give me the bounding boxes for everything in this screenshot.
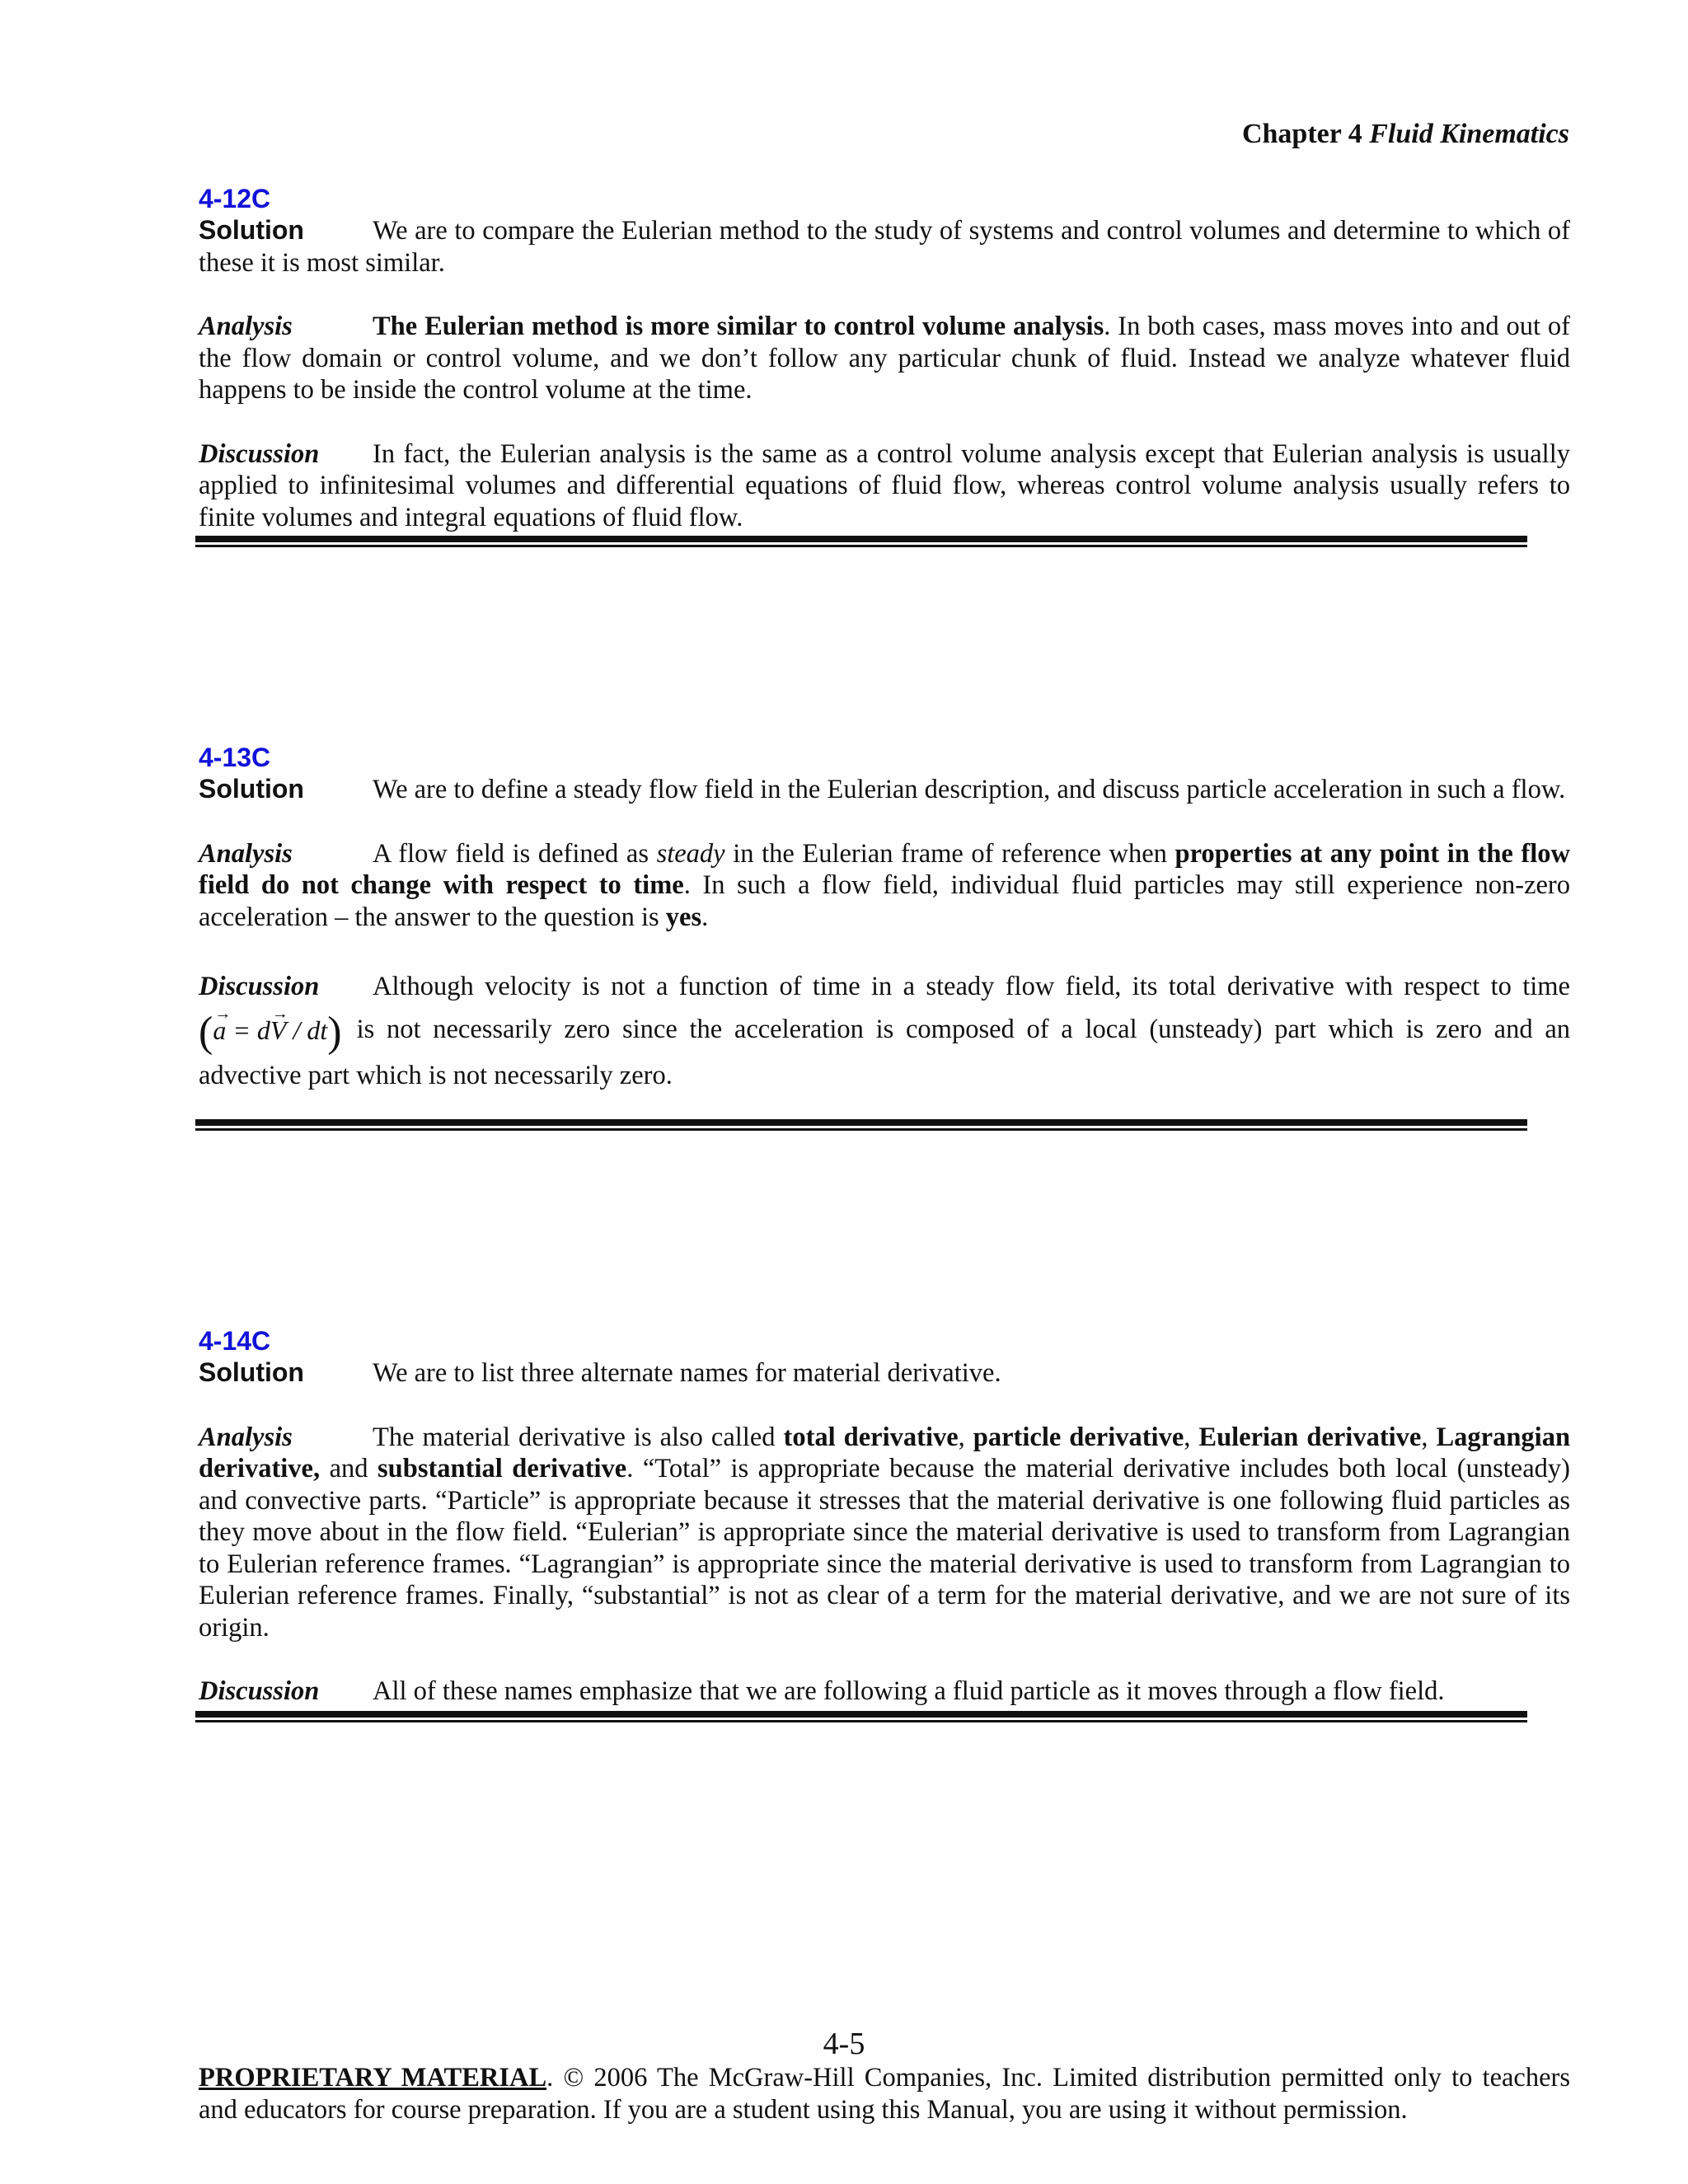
analysis-label: Analysis: [199, 838, 293, 869]
problem-4-14c: [199, 1325, 1570, 1708]
discussion-label: Discussion: [199, 438, 320, 469]
term-lagrangian-derivative: Lagrangian derivative,: [199, 1422, 1571, 1483]
section-divider: [195, 1119, 1527, 1132]
term-particle-derivative: particle derivative: [973, 1422, 1184, 1452]
analysis-text: The material derivative is also called: [373, 1422, 784, 1452]
proprietary-label: PROPRIETARY MATERIAL: [199, 2063, 547, 2093]
analysis-bold-text: properties at any point in the flow field do not change with respect to time: [199, 838, 1570, 900]
solution-paragraph: [199, 773, 1570, 806]
term-substantial-derivative: substantial derivative: [377, 1454, 627, 1483]
discussion-paragraph: [199, 1675, 1570, 1708]
analysis-text: in the Eulerian frame of reference when: [724, 838, 1175, 869]
discussion-text: In fact, the Eulerian analysis is the same as a control volume analysis except that Eulerian analysis is usually applied to infinitesimal volumes and differential equations of fluid flow, whereas control volume analysis usually refers to finite volumes and integral equations of fluid flow.: [199, 438, 1570, 532]
equation-vector-a: → a: [213, 1009, 226, 1052]
separator: ,: [1184, 1422, 1199, 1452]
analysis-label: Analysis: [199, 312, 293, 341]
separator: and: [320, 1454, 378, 1483]
analysis-answer: yes: [665, 902, 702, 932]
chapter-label: Chapter 4: [1241, 119, 1362, 149]
solution-label: Solution: [199, 1357, 304, 1387]
solution-text: We are to define a steady flow field in the Eulerian description, and discuss particle acceleration in such a flow.: [373, 775, 1566, 804]
analysis-italic-text: steady: [656, 838, 725, 869]
chapter-header: [1242, 119, 1569, 150]
page-number: 4-5: [823, 2027, 865, 2061]
problem-4-13c: [199, 742, 1570, 1097]
analysis-text: . In both cases, mass moves into and out of the flow domain or control volume, and we don’t follow any particular chunk of fluid. Instead we analyze whatever fluid happens to be inside the control volume at the time.: [199, 312, 1570, 405]
discussion-paragraph: [199, 965, 1570, 1097]
discussion-text: All of these names emphasize that we are following a fluid particle as it moves through a flow field.: [373, 1676, 1445, 1706]
solution-paragraph: [199, 1357, 1570, 1390]
separator: ,: [1421, 1422, 1437, 1452]
analysis-text: . “Total” is appropriate because the material derivative includes both local (unsteady) and convective parts. “Particle” is appropriate because it stresses that the material derivative is one following fluid particles as they move about in the flow field. “Eulerian” is appropriate since the material derivative is used to transform from Lagrangian to Eulerian reference frames. “Lagrangian” is appropriate since the material derivative is used to transform from Lagrangian to Eulerian reference frames. Finally, “substantial” is not as clear of a term for the material derivative, and we are not sure of its origin.: [199, 1454, 1570, 1643]
discussion-label: Discussion: [199, 972, 320, 1001]
footer-text: . © 2006 The McGraw-Hill Companies, Inc. Limited distribution permitted only to teachers and educators for course preparation. If you are a student using this Manual, you are using it without permission.: [199, 2063, 1570, 2125]
equation-part: = d: [226, 1015, 270, 1046]
solution-text: We are to compare the Eulerian method to the study of systems and control volumes and determine to which of these it is most similar.: [199, 216, 1570, 278]
discussion-label: Discussion: [199, 1676, 320, 1706]
analysis-label: Analysis: [199, 1422, 293, 1452]
term-total-derivative: total derivative: [783, 1422, 959, 1452]
analysis-bold-text: The Eulerian method is more similar to control volume analysis: [373, 312, 1104, 341]
term-eulerian-derivative: Eulerian derivative: [1198, 1422, 1422, 1452]
analysis-paragraph: [199, 1422, 1570, 1644]
analysis-paragraph: [199, 838, 1570, 934]
separator: ,: [958, 1422, 973, 1452]
analysis-text: A flow field is defined as: [373, 838, 657, 869]
discussion-paragraph: [199, 438, 1570, 534]
acceleration-equation: (→ a = d→ V / dt): [199, 1009, 342, 1054]
problem-number: 4-13C: [199, 743, 271, 772]
equation-vector-v: → V: [270, 1009, 287, 1052]
section-divider: [195, 536, 1527, 549]
problem-number: 4-12C: [199, 184, 271, 213]
section-divider: [195, 1711, 1527, 1724]
copyright-footer: [199, 2062, 1570, 2125]
analysis-paragraph: [199, 311, 1570, 406]
problem-4-12c: [199, 183, 1570, 533]
discussion-text: Although velocity is not a function of time in a steady flow field, its total derivative with respect to time: [373, 972, 1570, 1001]
discussion-text: is not necessarily zero since the acceleration is composed of a local (unsteady) part which is zero and an advective part which is not necessarily zero.: [199, 1015, 1570, 1091]
analysis-text: .: [701, 902, 709, 932]
problem-number: 4-14C: [199, 1326, 271, 1356]
chapter-title: Fluid Kinematics: [1369, 119, 1569, 149]
analysis-text: . In such a flow field, individual fluid particles may still experience non-zero acceleration – the answer to the question is: [199, 870, 1570, 932]
solution-label: Solution: [199, 774, 304, 804]
equation-part: / dt: [286, 1015, 328, 1046]
solution-text: We are to list three alternate names for material derivative.: [373, 1358, 1001, 1388]
solution-paragraph: [199, 214, 1570, 279]
solution-label: Solution: [199, 215, 304, 245]
